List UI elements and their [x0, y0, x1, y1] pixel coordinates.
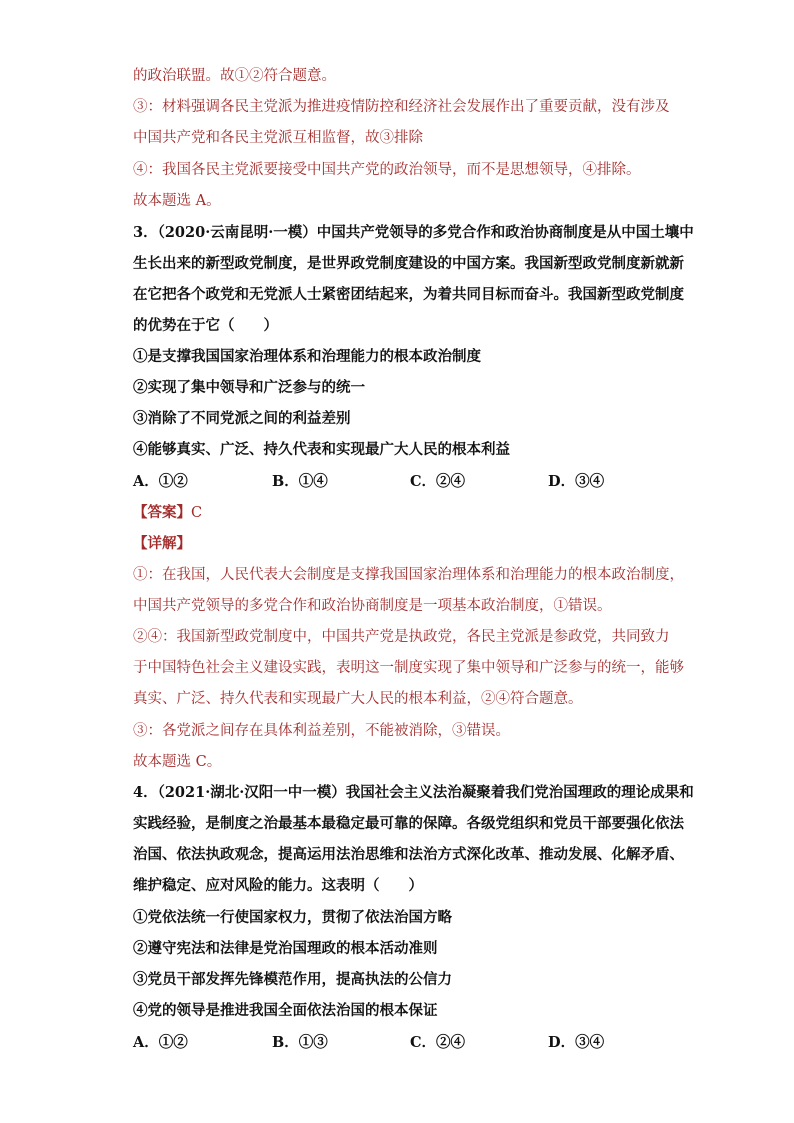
q4-statement-1: ①党依法统一行使国家权力，贯彻了依法治国方略 [133, 909, 452, 926]
q3-statement-1: ①是支撑我国国家治理体系和治理能力的根本政治制度 [133, 348, 481, 365]
detail-label: 【详解】 [133, 535, 191, 552]
q4-statement-2: ②遵守宪法和法律是党治国理政的根本活动准则 [133, 940, 438, 957]
q3-option-a: A．①② [133, 473, 188, 490]
q3-option-c: C．②④ [410, 473, 466, 490]
q4-statement-4: ④党的领导是推进我国全面依法治国的根本保证 [133, 1002, 438, 1019]
q3-stem-line-3: 在它把各个政党和无党派人士紧密团结起来，为着共同目标而奋斗。我国新型政党制度 [133, 286, 684, 303]
q3-conclusion: 故本题选 C。 [133, 754, 222, 770]
q3-answer [133, 503, 202, 523]
answer-value: C [191, 505, 203, 521]
q2-tail-line-2: ③：材料强调各民主党派为推进疫情防控和经济社会发展作出了重要贡献，没有涉及 [133, 99, 670, 115]
q3-option-b: B．①④ [272, 473, 328, 490]
q4-option-c: C．②④ [410, 1034, 466, 1051]
q3-stem-line-2: 生长出来的新型政党制度，是世界政党制度建设的中国方案。我国新型政党制度新就新 [133, 255, 684, 272]
q4-option-b: B．①③ [272, 1034, 328, 1051]
q2-tail-line-4: ④：我国各民主党派要接受中国共产党的政治领导，而不是思想领导，④排除。 [133, 162, 641, 178]
q4-stem-line-3: 治国、依法执政观念，提高运用法治思维和法治方式深化改革、推动发展、化解矛盾、 [133, 846, 684, 863]
q2-tail-line-3: 中国共产党和各民主党派互相监督，故③排除 [133, 130, 423, 146]
q4-option-d: D．③④ [548, 1034, 605, 1051]
q3-detail-line-2: 中国共产党领导的多党合作和政治协商制度是一项基本政治制度，①错误。 [133, 598, 612, 614]
q3-stem-line-4: 的优势在于它（ ） [133, 317, 278, 334]
q3-detail-line-6: ③：各党派之间存在具体利益差别，不能被消除，③错误。 [133, 723, 510, 739]
q4-stem-line-1: 4．（2021·湖北·汉阳一中一模）我国社会主义法治凝聚着我们党治国理政的理论成果和 [133, 784, 694, 801]
q4-option-a: A．①② [133, 1034, 188, 1051]
q3-detail-line-5: 真实、广泛、持久代表和实现最广大人民的根本利益，②④符合题意。 [133, 691, 583, 707]
q4-stem-line-2: 实践经验，是制度之治最基本最稳定最可靠的保障。各级党组织和党员干部要强化依法 [133, 815, 684, 832]
q2-conclusion: 故本题选 A。 [133, 193, 221, 209]
q3-statement-2: ②实现了集中领导和广泛参与的统一 [133, 379, 365, 396]
q4-statement-3: ③党员干部发挥先锋模范作用，提高执法的公信力 [133, 971, 452, 988]
answer-label: 【答案】 [133, 504, 191, 521]
q3-detail-line-4: 于中国特色社会主义建设实践，表明这一制度实现了集中领导和广泛参与的统一，能够 [133, 660, 684, 676]
q3-detail-line-1: ①：在我国，人民代表大会制度是支撑我国国家治理体系和治理能力的根本政治制度， [133, 567, 684, 583]
q4-stem-line-4: 维护稳定、应对风险的能力。这表明（ ） [133, 877, 423, 894]
q3-statement-4: ④能够真实、广泛、持久代表和实现最广大人民的根本利益 [133, 441, 510, 458]
q3-stem-line-1: 3．（2020·云南昆明·一模）中国共产党领导的多党合作和政治协商制度是从中国土壤中 [133, 224, 694, 241]
q3-detail-line-3: ②④：我国新型政党制度中，中国共产党是执政党，各民主党派是参政党，共同致力 [133, 629, 670, 645]
q2-tail-line-1: 的政治联盟。故①②符合题意。 [133, 68, 336, 84]
q3-statement-3: ③消除了不同党派之间的利益差别 [133, 410, 351, 427]
q3-detail-heading [133, 534, 191, 554]
q3-option-d: D．③④ [548, 473, 605, 490]
